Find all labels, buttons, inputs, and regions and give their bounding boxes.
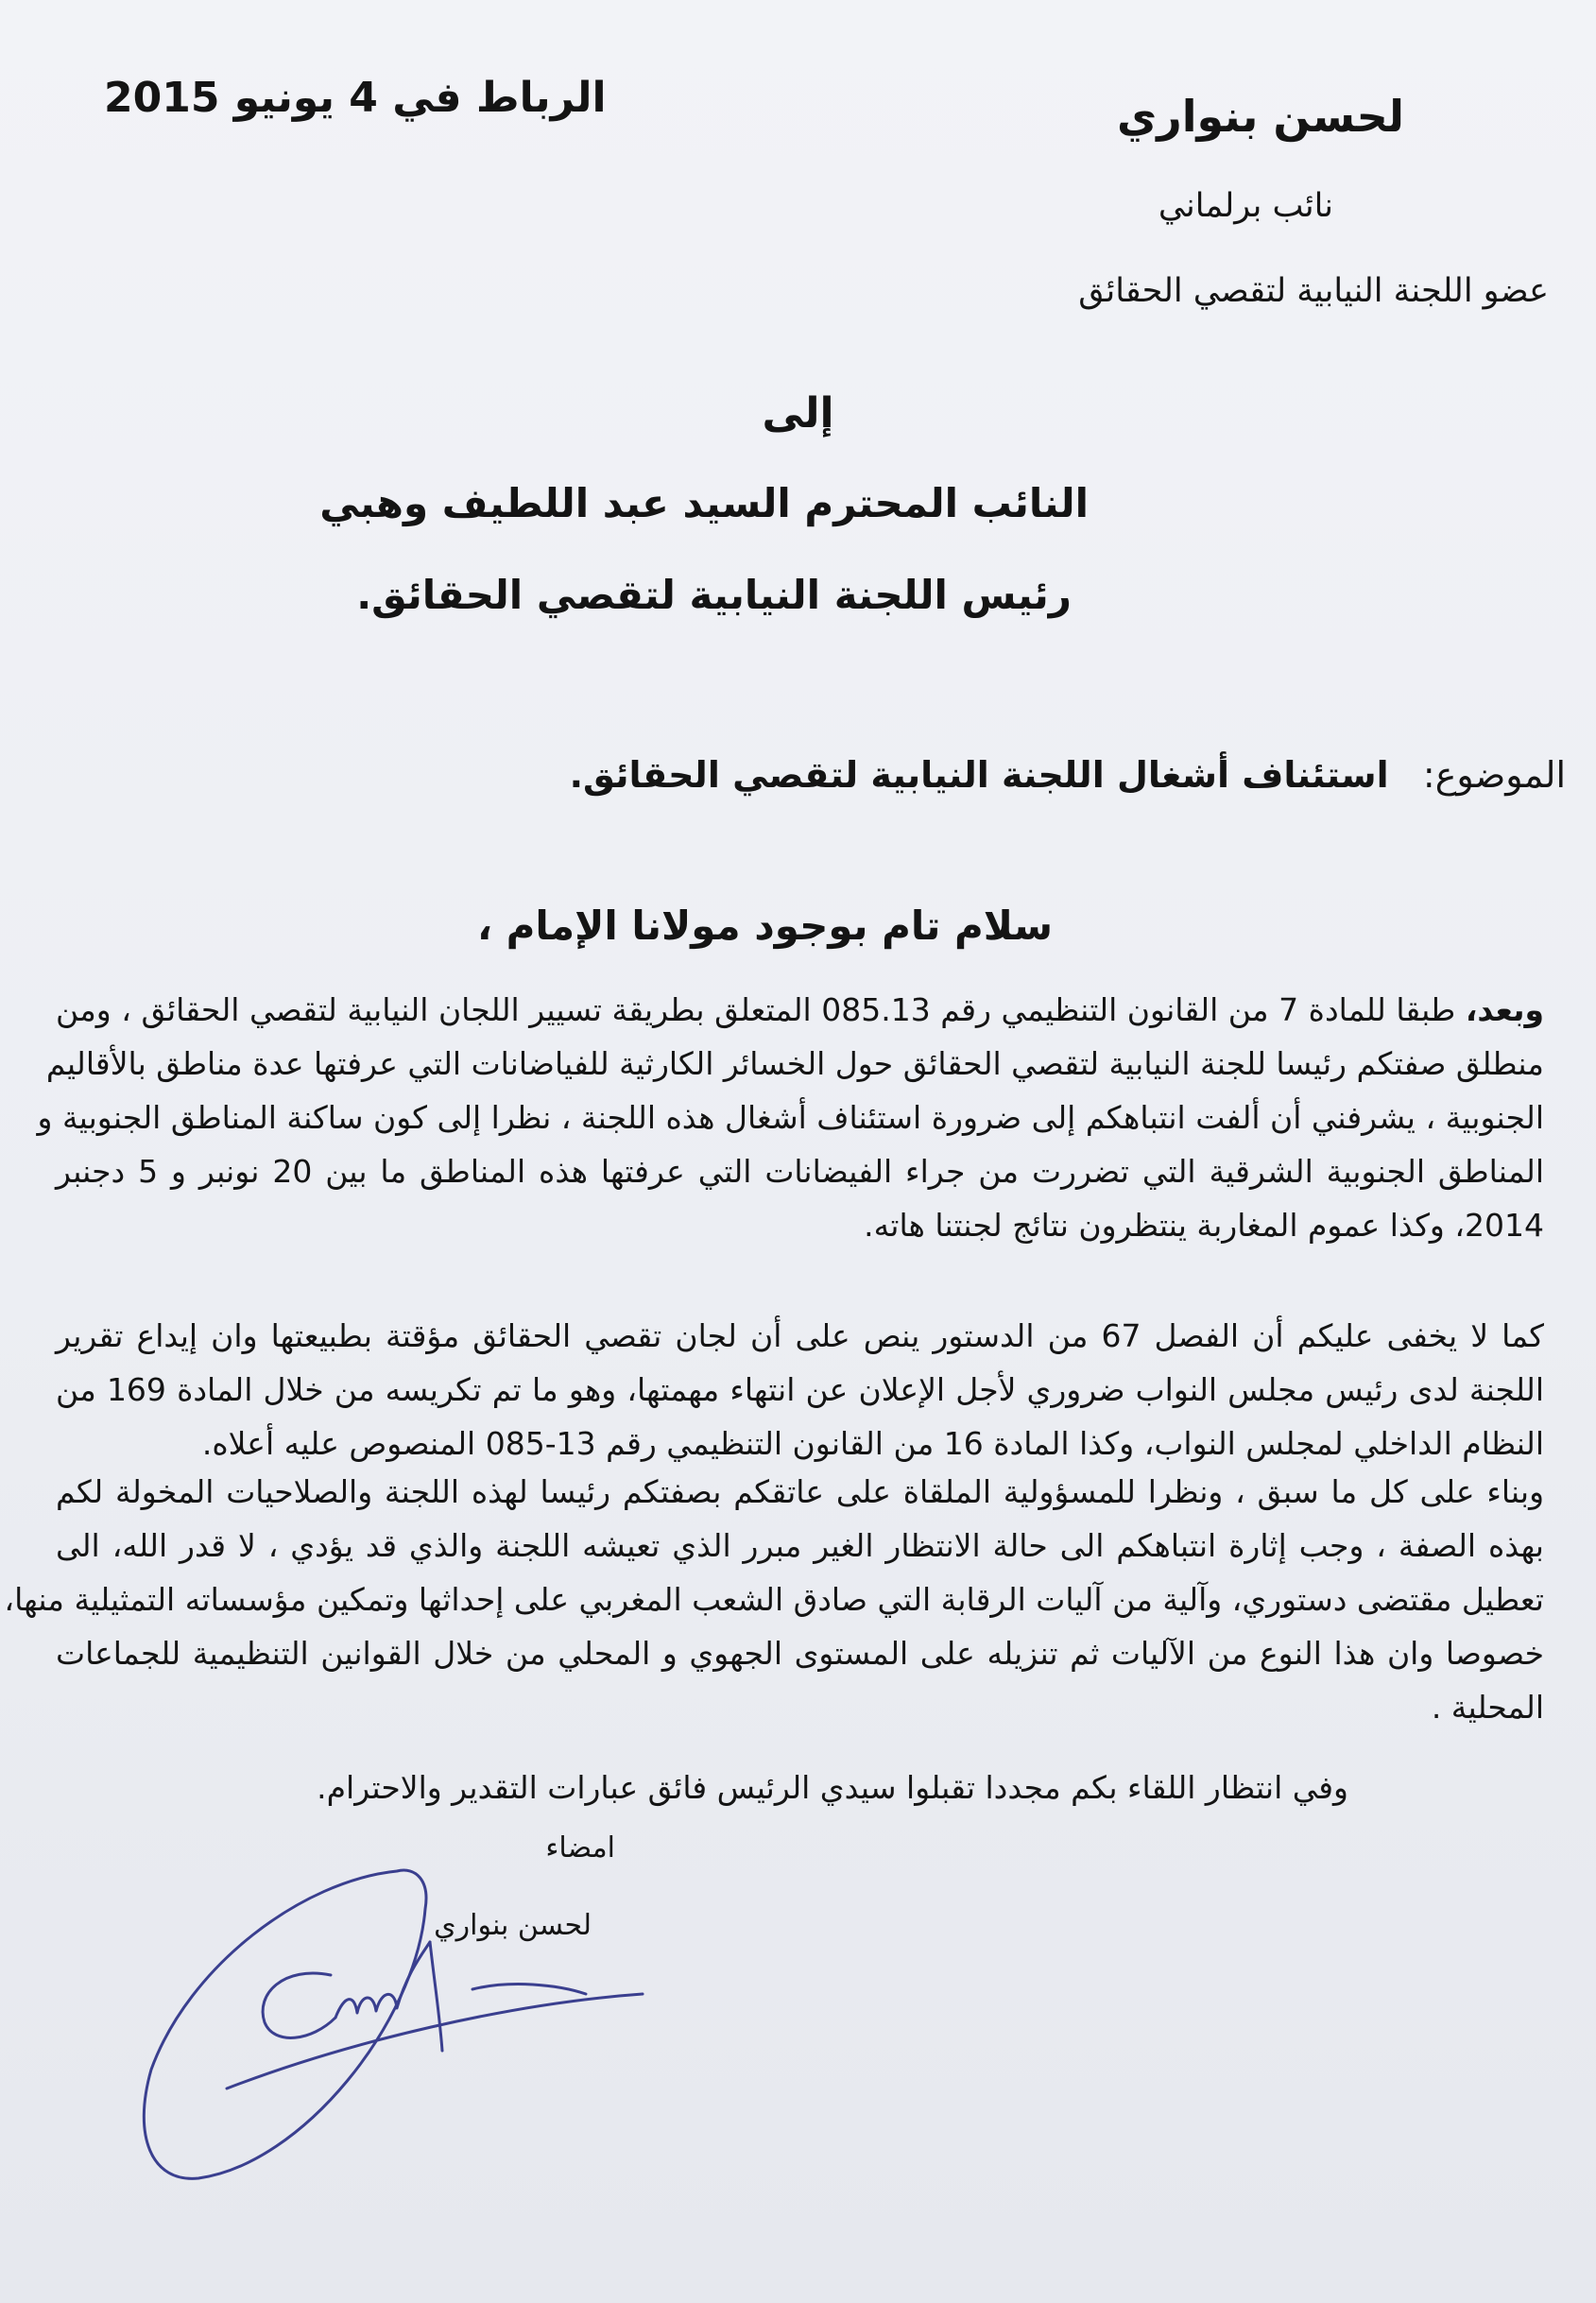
signature-stroke: [227, 1994, 643, 2088]
paragraph-line: تعطيل مقتضى دستوري، وآلية من آليات الرقابة التي صادق الشعب المغربي على إحداثها وتمكين مؤسساته التمثيلية منها،: [4, 1581, 1544, 1618]
to-label: إلى: [762, 389, 834, 438]
paragraph-line: المحلية .: [1431, 1689, 1544, 1726]
sender-name: لحسن بنواري: [1117, 91, 1404, 142]
closing-line: وفي انتظار اللقاء بكم مجددا تقبلوا سيدي الرئيس فائق عبارات التقدير والاحترام.: [317, 1769, 1348, 1806]
paragraph-line: وبناء على كل ما سبق ، ونظرا للمسؤولية الملقاة على عاتقكم بصفتكم رئيسا لهذه اللجنة والصلاحيات المخولة لكم: [56, 1473, 1544, 1510]
signature-stroke: [144, 1870, 426, 2178]
paragraph-line: النظام الداخلي لمجلس النواب، وكذا المادة 16 من القانون التنظيمي رقم 13-085 المنصوص عليه أعلاه.: [201, 1425, 1544, 1462]
subject-line: [570, 754, 1566, 796]
handwritten-signature: [113, 1852, 661, 2202]
paragraph-line: بهذه الصفة ، وجب إثارة انتباهكم الى حالة الانتظار الغير مبرر الذي تعيشه اللجنة والذي قد يؤدي ، لا قدر الله، الى: [56, 1527, 1544, 1564]
sender-title: نائب برلماني: [1158, 187, 1333, 225]
paragraph-line: خصوصا وان هذا النوع من الآليات ثم تنزيله على المستوى الجهوي و المحلي من خلال القوانين التنظيمية للجماعات: [56, 1635, 1544, 1672]
sender-role: عضو اللجنة النيابية لتقصي الحقائق: [1078, 272, 1549, 310]
subject-label: الموضوع:: [1422, 754, 1566, 796]
signature-stroke: [472, 1985, 586, 1994]
body-paragraph-2: [56, 1309, 1544, 1470]
body-paragraph-3: [4, 1465, 1544, 1734]
signature-label: امضاء: [545, 1831, 615, 1865]
greeting: سلام تام بوجود مولانا الإمام ،: [477, 902, 1053, 949]
paragraph-line: 2014، وكذا عموم المغاربة ينتظرون نتائج لجنتنا هاته.: [864, 1207, 1544, 1244]
signature-stroke: [263, 1973, 335, 2037]
paragraph-line: اللجنة لدى رئيس مجلس النواب ضروري لأجل الإعلان عن انتهاء مهمتها، وهو ما تم تكريسه من خلال المادة 169 من: [56, 1371, 1544, 1408]
signature-stroke: [430, 1942, 442, 2051]
subject-text: استئناف أشغال اللجنة النيابية لتقصي الحقائق.: [569, 754, 1389, 796]
paragraph-line: منطلق صفتكم رئيسا للجنة النيابية لتقصي الحقائق حول الخسائر الكارثية للفياضانات التي عرفتها عدة مناطق بالأقاليم: [45, 1045, 1544, 1082]
recipient-name: النائب المحترم السيد عبد اللطيف وهبي: [319, 480, 1089, 526]
paragraph-line: وبعد، طبقا للمادة 7 من القانون التنظيمي رقم 085.13 المتعلق بطريقة تسيير اللجان النيابية لتقصي الحقائق ، ومن: [56, 991, 1544, 1028]
letter-date: الرباط في 4 يونيو 2015: [104, 74, 607, 122]
paragraph-line: كما لا يخفى عليكم أن الفصل 67 من الدستور ينص على أن لجان تقصي الحقائق مؤقتة بطبيعتها وان إيداع تقرير: [56, 1317, 1544, 1354]
paragraph-lead: وبعد،: [1465, 991, 1544, 1028]
paragraph-line: المناطق الجنوبية الشرقية التي تضررت من جراء الفيضانات التي عرفتها هذه المناطق ما بين 20 نونبر و 5 دجنبر: [56, 1153, 1544, 1190]
paragraph-line: الجنوبية ، يشرفني أن ألفت انتباهكم إلى ضرورة استئناف أشغال هذه اللجنة ، نظرا إلى كون ساكنة المناطق الجنوبية و: [37, 1099, 1544, 1136]
body-paragraph-1: [37, 983, 1544, 1252]
recipient-role: رئيس اللجنة النيابية لتقصي الحقائق.: [356, 572, 1072, 618]
signatory-name: لحسن بنواري: [434, 1909, 592, 1942]
